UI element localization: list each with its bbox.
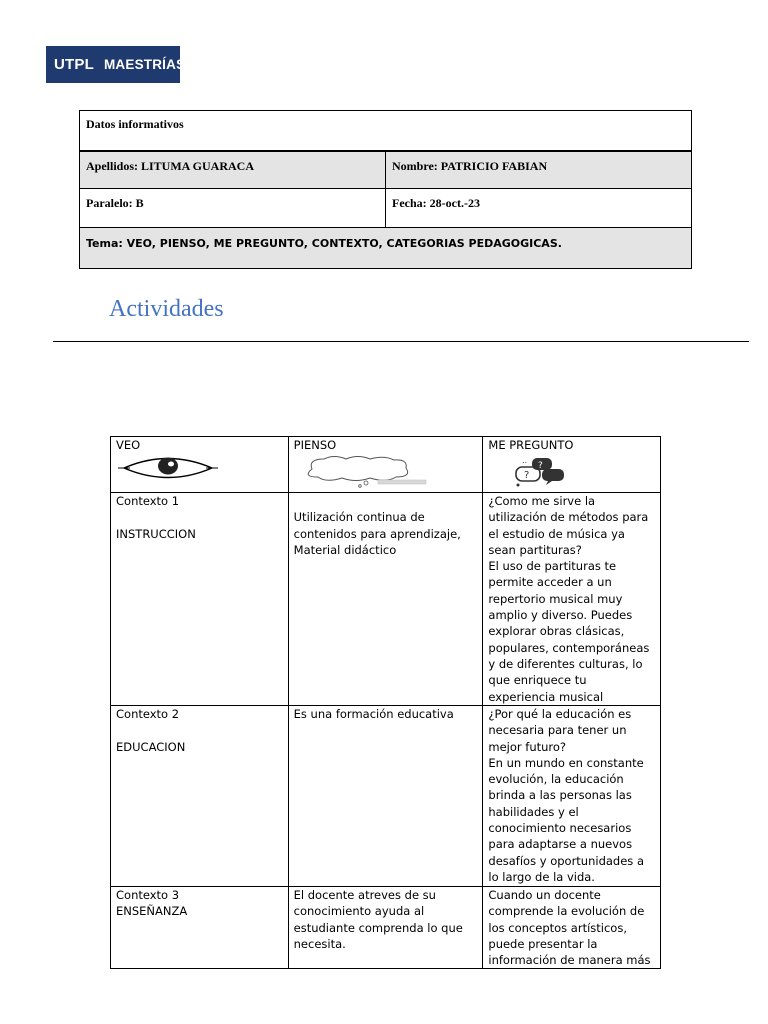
- header-pienso-label: PIENSO: [293, 438, 337, 452]
- cell-veo-3: Contexto 3 ENSEÑANZA: [111, 887, 289, 969]
- table-row: [111, 706, 661, 887]
- svg-text:?: ?: [538, 461, 544, 472]
- table-row: [111, 493, 661, 706]
- tema-cell: Tema: VEO, PIENSO, ME PREGUNTO, CONTEXTO, CATEGORIAS PEDAGOGICAS.: [80, 228, 692, 269]
- logo-utpl: UTPL: [54, 56, 94, 73]
- cell-pregunto-2: ¿Por qué la educación es necesaria para tener un mejor futuro? En un mundo en constante evolución, la educación brinda a las personas las habilidades y el conocimiento necesarios para adaptarse a nuevos desafíos y oportunidades a lo largo de la vida.: [483, 706, 661, 887]
- thought-cloud-icon: [294, 455, 434, 489]
- paralelo-cell: Paralelo: B: [80, 189, 386, 228]
- speech-bubbles-icon: [488, 455, 568, 487]
- eye-icon: [116, 455, 220, 481]
- section-title: Actividades: [109, 296, 224, 322]
- svg-text:..: ..: [522, 456, 528, 466]
- cell-pienso-3: El docente atreves de su conocimiento ayuda al estudiante comprenda lo que necesita.: [288, 887, 483, 969]
- table-row: [111, 887, 661, 969]
- nombre-cell: Nombre: PATRICIO FABIAN: [386, 151, 692, 189]
- fecha-cell: Fecha: 28-oct.-23: [386, 189, 692, 228]
- cell-veo-2: Contexto 2 EDUCACION: [111, 706, 289, 887]
- header-veo: [111, 437, 289, 493]
- datos-informativos-header: Datos informativos: [80, 111, 692, 151]
- logo-maestrias: MAESTRÍAS: [103, 57, 186, 72]
- utpl-maestrias-logo: [46, 46, 186, 83]
- cell-pregunto-3: Cuando un docente comprende la evolución de los conceptos artísticos, puede presentar la información de manera más: [483, 887, 661, 969]
- header-veo-label: VEO: [116, 438, 141, 452]
- table-header-row: [111, 437, 661, 493]
- cell-pienso-2: Es una formación educativa: [288, 706, 483, 887]
- cell-pregunto-1: ¿Como me sirve la utilización de métodos para el estudio de música ya sean partituras? El uso de partituras te permite acceder a un repertorio musical muy amplio y diverso. Puedes explorar obras clásicas, populares, contemporáneas y de diferentes culturas, lo que enriquece tu experiencia musical: [483, 493, 661, 706]
- svg-text:?: ?: [524, 470, 530, 482]
- apellidos-cell: Apellidos: LITUMA GUARACA: [80, 151, 386, 189]
- cell-veo-1: Contexto 1 INSTRUCCION: [111, 493, 289, 706]
- veo-pienso-pregunto-table: [110, 436, 661, 969]
- header-me-pregunto: [483, 437, 661, 493]
- header-me-pregunto-label: ME PREGUNTO: [488, 438, 574, 452]
- cell-pienso-1: Utilización continua de contenidos para aprendizaje, Material didáctico: [288, 493, 483, 706]
- section-divider: [53, 341, 749, 342]
- datos-informativos-table: [79, 110, 692, 269]
- header-pienso: [288, 437, 483, 493]
